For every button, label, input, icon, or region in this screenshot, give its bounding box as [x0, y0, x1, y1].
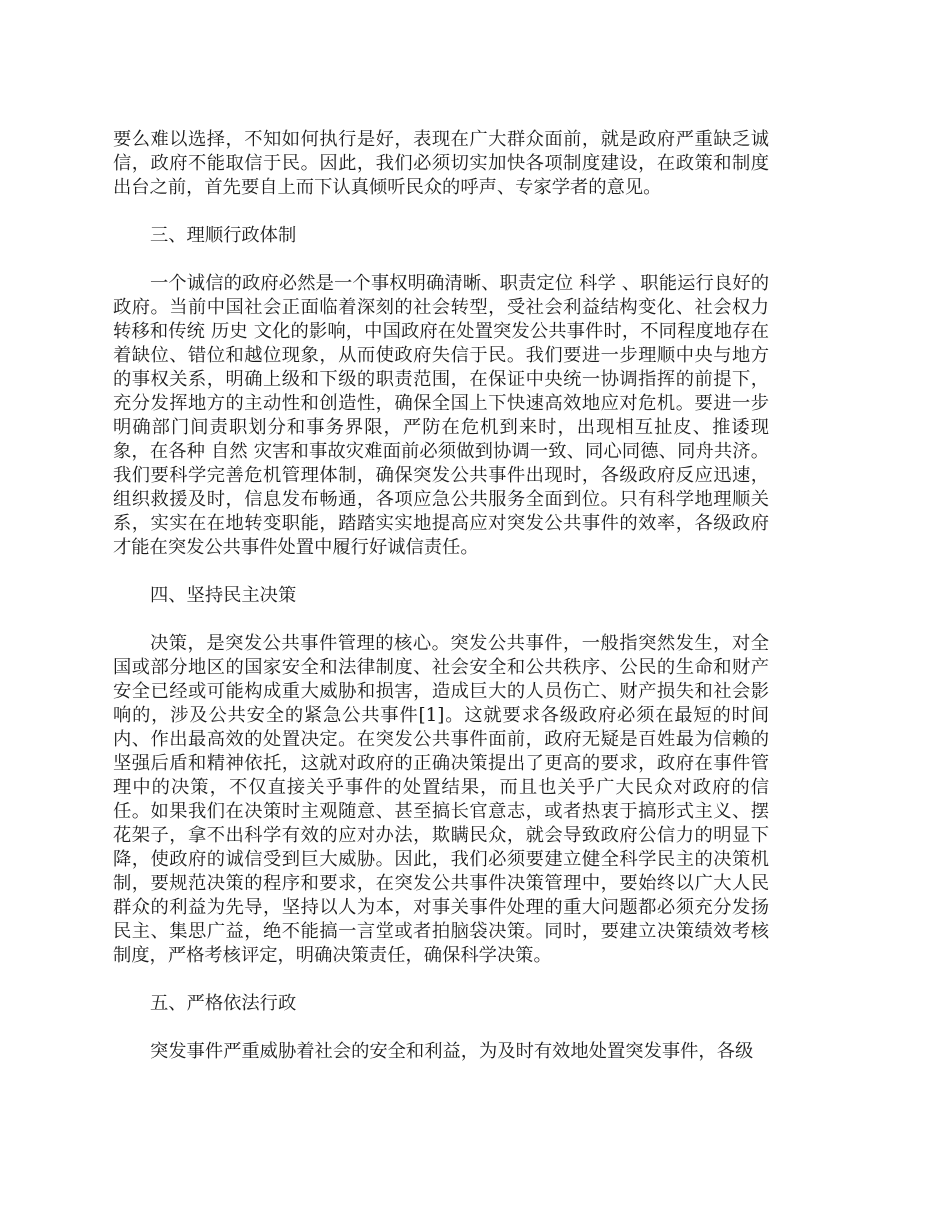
section-heading-4: 四、坚持民主决策 — [150, 585, 297, 606]
paragraph-continuation: 要么难以选择，不知如何执行是好，表现在广大群众面前，就是政府严重缺乏诚信，政府不能取信于民。因此，我们必须切实加快各项制度建设，在政策和制度出台之前，首先要自上而下认真倾听民众的呼声、专家学者的意见。 — [113, 129, 769, 198]
document-body — [113, 128, 769, 1064]
section-heading-5: 五、严格依法行政 — [150, 993, 297, 1014]
paragraph-administrative-system: 一个诚信的政府必然是一个事权明确清晰、职责定位 科学 、职能运行良好的政府。当前中国社会正面临着深刻的社会转型，受社会利益结构变化、社会权力转移和传统 历史 文化的影响，中国政府在处置突发公共事件时，不同程度地存在着缺位、错位和越位现象，从而使政府失信于民。我们要进一步理顺中央与地方的事权关系，明确上级和下级的职责范围，在保证中央统一协调指挥的前提下，充分发挥地方的主动性和创造性，确保全国上下快速高效地应对危机。要进一步明确部门间责职划分和事务界限，严防在危机到来时，出现相互扯皮、推诿现象，在各种 自然 灾害和事故灾难面前必须做到协调一致、同心同德、同舟共济。我们要科学完善危机管理体制，确保突发公共事件出现时，各级政府反应迅速，组织救援及时，信息发布畅通，各项应急公共服务全面到位。只有科学地理顺关系，实实在在地转变职能，踏踏实实地提高应对突发公共事件的效率，各级政府才能在突发公共事件处置中履行好诚信责任。 — [113, 273, 769, 558]
paragraph-rule-of-law: 突发事件严重威胁着社会的安全和利益，为及时有效地处置突发事件，各级 — [150, 1041, 754, 1062]
paragraph-gap — [113, 1016, 769, 1040]
paragraph-gap — [113, 968, 769, 992]
paragraph-gap — [113, 608, 769, 632]
paragraph-gap — [113, 200, 769, 224]
paragraph-democratic-decision: 决策，是突发公共事件管理的核心。突发公共事件，一般指突然发生，对全国或部分地区的国家安全和法律制度、社会安全和公共秩序、公民的生命和财产安全已经或可能构成重大威胁和损害，造成巨大的人员伤亡、财产损失和社会影响的，涉及公共安全的紧急公共事件[1]。这就要求各级政府必须在最短的时间内、作出最高效的处置决定。在突发公共事件面前，政府无疑是百姓最为信赖的坚强后盾和精神依托，这就对政府的正确决策提出了更高的要求，政府在事件管理中的决策，不仅直接关乎事件的处置结果，而且也关乎广大民众对政府的信任。如果我们在决策时主观随意、甚至搞长官意志，或者热衷于搞形式主义、摆花架子，拿不出科学有效的应对办法，欺瞒民众，就会导致政府公信力的明显下降，使政府的诚信受到巨大威胁。因此，我们必须要建立健全科学民主的决策机制，要规范决策的程序和要求，在突发公共事件决策管理中，要始终以广大人民群众的利益为先导，坚持以人为本，对事关事件处理的重大问题都必须充分发扬民主、集思广益，绝不能搞一言堂或者拍脑袋决策。同时，要建立决策绩效考核制度，严格考核评定，明确决策责任，确保科学决策。 — [113, 633, 769, 966]
paragraph-gap — [113, 248, 769, 272]
section-heading-3: 三、理顺行政体制 — [150, 225, 297, 246]
paragraph-gap — [113, 560, 769, 584]
